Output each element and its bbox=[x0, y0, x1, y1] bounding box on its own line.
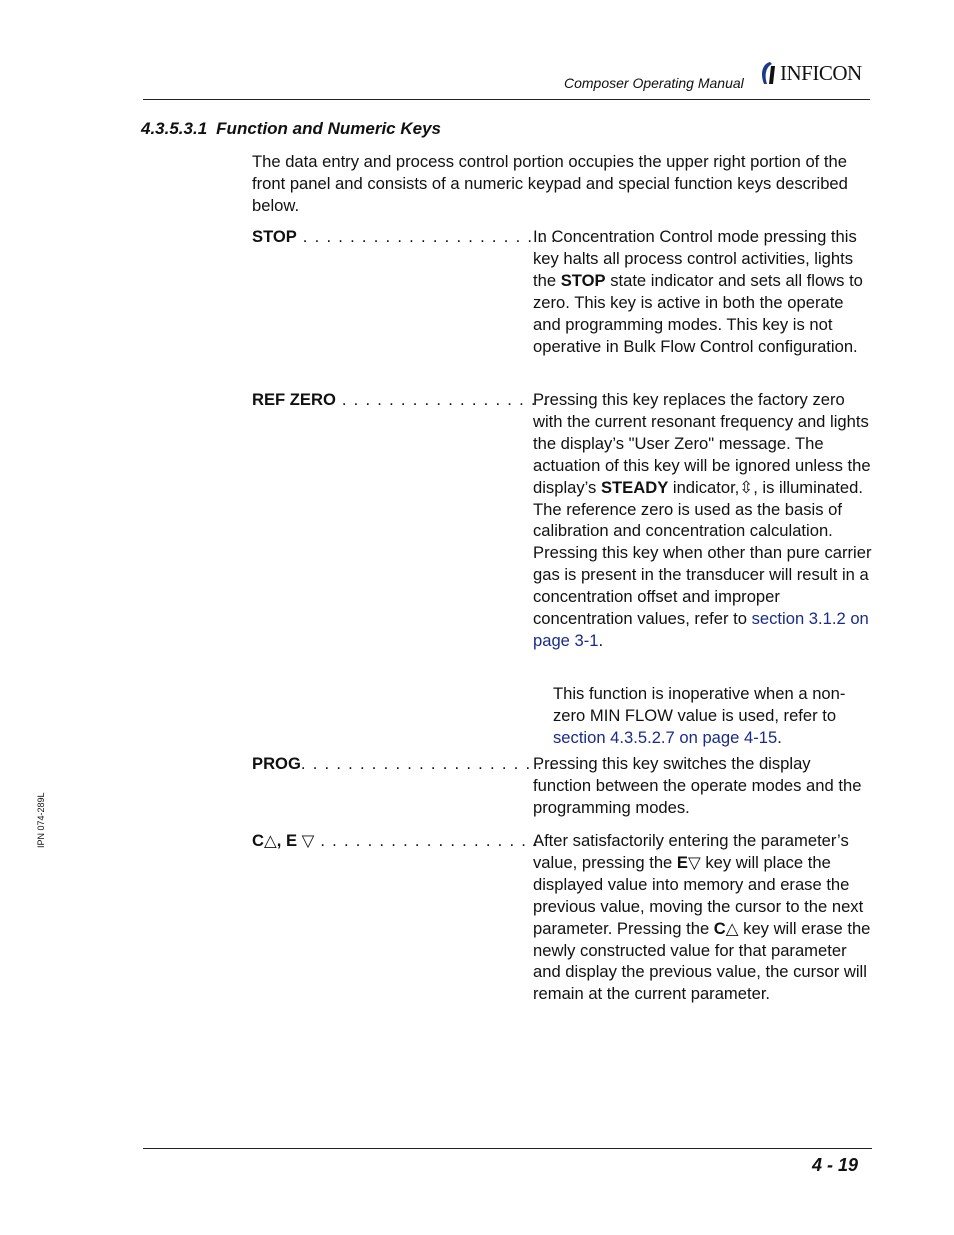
note-text: This function is inoperative when a non-zero MIN FLOW value is used, refer to bbox=[553, 684, 846, 725]
desc-stop bbox=[533, 226, 873, 357]
leader-dots: . . . . . . . . . . . . . . . . . . bbox=[335, 390, 549, 409]
document-code: IPN 074-289L bbox=[36, 792, 46, 848]
header-rule bbox=[143, 99, 870, 100]
term-prog bbox=[252, 753, 556, 775]
leader-dots: . . . . . . . . . . . . . . . . . . . . . . bbox=[300, 754, 556, 773]
desc-text: indicator, bbox=[668, 477, 740, 497]
footer-rule bbox=[143, 1148, 872, 1149]
section-number: 4.3.5.3.1 bbox=[141, 119, 208, 138]
down-triangle-icon: ▽ bbox=[687, 852, 701, 872]
leader-dots: . . . . . . . . . . . . . . . . . . . bbox=[314, 831, 540, 850]
intro-paragraph: The data entry and process control portion occupies the upper right portion of the front panel and consists of a numeric keypad and special function keys described below. bbox=[252, 152, 848, 215]
leader-dots: . . . . . . . . . . . . . . . . . . . . . . bbox=[296, 227, 557, 246]
desc-text: key will erase the newly constructed value for that parameter and display the previous value, the cursor will remain at the current parameter. bbox=[533, 918, 871, 1004]
desc-text: , is illuminated. The reference zero is used as the basis of calibration and concentration calculation. Pressing this key when other than pure carrier gas is present in the transducer will result in a concentration offset and improper concentration values, refer to bbox=[533, 477, 872, 629]
up-triangle-icon: △ bbox=[263, 831, 277, 850]
desc-bold: STEADY bbox=[600, 477, 669, 497]
term-ref-zero-label: REF ZERO bbox=[252, 390, 336, 409]
desc-text: . bbox=[598, 630, 604, 650]
desc-bold: C bbox=[713, 918, 726, 938]
section-link[interactable]: section 4.3.5.2.7 on page 4-15 bbox=[553, 727, 778, 747]
desc-ref-zero bbox=[533, 389, 873, 652]
desc-prog: Pressing this key switches the display function between the operate modes and the programming modes. bbox=[533, 754, 862, 817]
up-triangle-icon: △ bbox=[725, 918, 739, 938]
note-ref-zero bbox=[553, 683, 873, 749]
desc-bold: E bbox=[676, 852, 688, 872]
inficon-logo bbox=[758, 60, 862, 86]
term-c-label: C bbox=[252, 831, 264, 850]
page-number: 4 - 19 bbox=[812, 1155, 859, 1175]
term-stop-label: STOP bbox=[252, 227, 297, 246]
inficon-swoosh-icon bbox=[758, 60, 780, 86]
desc-text: After satisfactorily entering the parameter’s value, pressing the bbox=[533, 831, 849, 872]
desc-bold: STOP bbox=[560, 270, 606, 290]
section-link[interactable]: section 3.1.2 on page 3-1 bbox=[533, 609, 869, 650]
term-stop bbox=[252, 226, 557, 248]
desc-text: Pressing this key replaces the factory zero with the current resonant frequency and lights the display’s "User Zero" message. The actuation of this key will be ignored unless the display’s bbox=[533, 390, 871, 497]
section-title: Function and Numeric Keys bbox=[216, 119, 441, 138]
term-prog-label: PROG bbox=[252, 754, 301, 773]
running-header-title: Composer Operating Manual bbox=[564, 75, 744, 91]
down-triangle-icon: ▽ bbox=[301, 831, 315, 850]
note-text: . bbox=[777, 727, 782, 747]
term-e-label: , E bbox=[276, 831, 302, 850]
desc-text: In Concentration Control mode pressing this key halts all process control activities, lights the bbox=[533, 227, 857, 290]
term-c-e bbox=[252, 830, 540, 852]
term-ref-zero bbox=[252, 389, 549, 411]
desc-c-e bbox=[533, 830, 873, 1005]
steady-indicator-icon: ⇳ bbox=[739, 477, 754, 497]
desc-text: state indicator and sets all flows to zero. This key is active in both the operate and programming modes. This key is not operative in Bulk Flow Control configuration. bbox=[533, 270, 863, 356]
desc-text: key will place the displayed value into memory and erase the previous value, moving the cursor to the next parameter. Pressing the bbox=[533, 852, 864, 938]
section-heading bbox=[141, 119, 441, 139]
logo-text: INFICON bbox=[780, 60, 862, 85]
